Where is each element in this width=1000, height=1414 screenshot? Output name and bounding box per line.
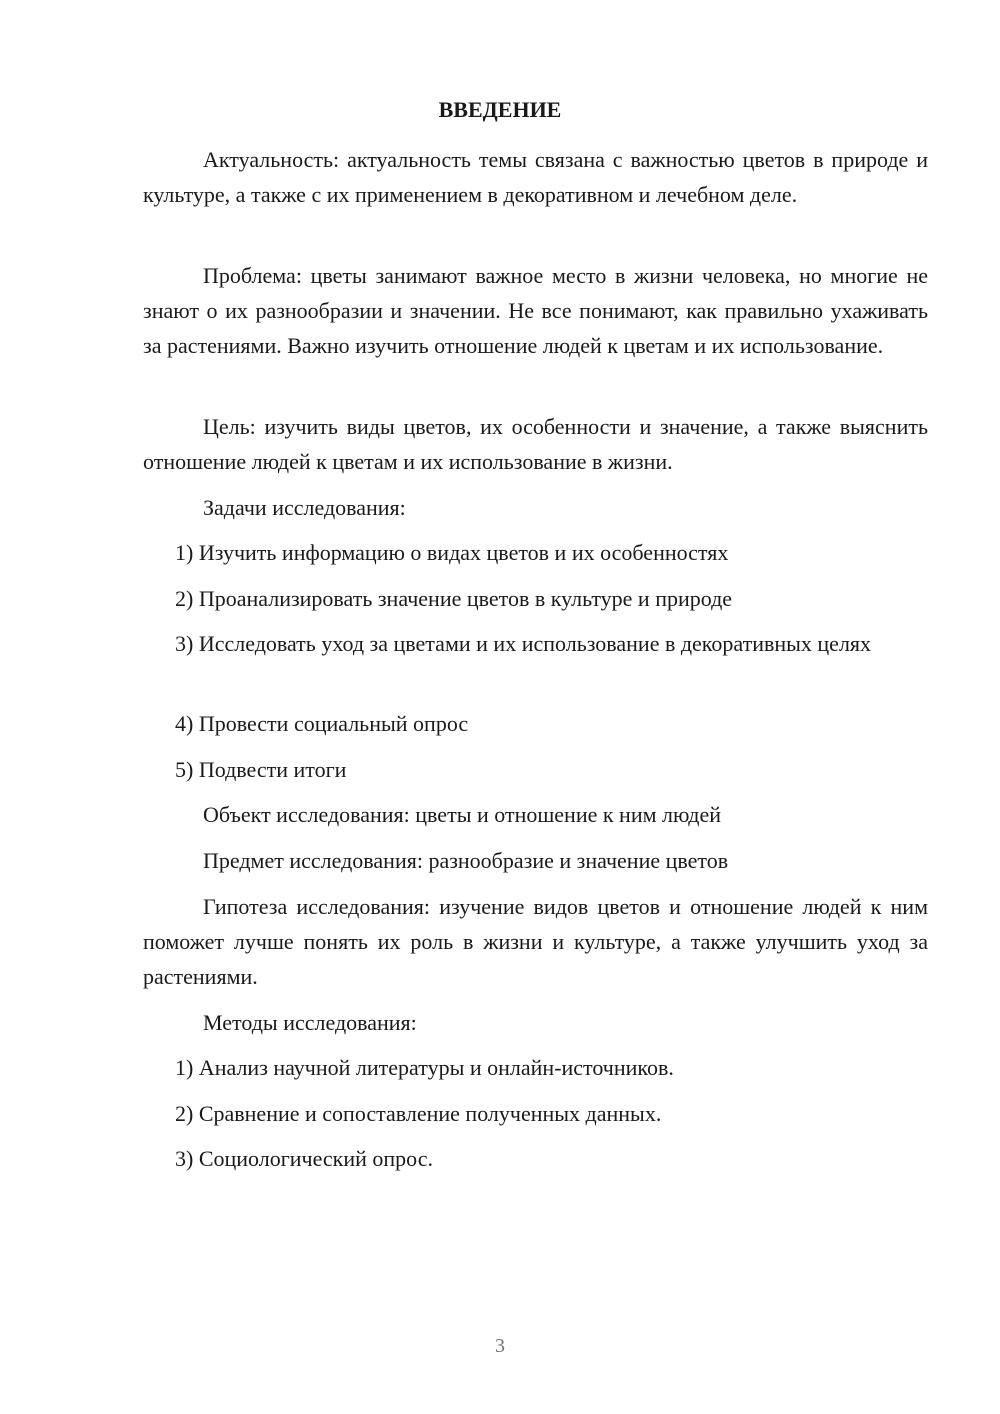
page-number: 3 bbox=[495, 1335, 505, 1357]
list-item-method-3: 3) Социологический опрос. bbox=[175, 1146, 433, 1171]
list-item-task-5: 5) Подвести итоги bbox=[175, 757, 347, 782]
tasks-heading: Задачи исследования: bbox=[203, 495, 406, 520]
list-item-task-3: 3) Исследовать уход за цветами и их использование в декоративных целях bbox=[175, 631, 872, 656]
list-item-task-4: 4) Провести социальный опрос bbox=[175, 711, 469, 736]
list-item-task-1: 1) Изучить информацию о видах цветов и их особенностях bbox=[175, 540, 729, 565]
page-title: ВВЕДЕНИЕ bbox=[438, 97, 562, 122]
methods-heading: Методы исследования: bbox=[203, 1010, 417, 1035]
paragraph-relevance: Актуальность: актуальность темы связана с важностью цветов в природе и культуре, а также с их применением в декоративном и лечебном деле. bbox=[143, 147, 928, 207]
list-item-method-1: 1) Анализ научной литературы и онлайн-источников. bbox=[175, 1055, 674, 1080]
paragraph-subject: Предмет исследования: разнообразие и значение цветов bbox=[203, 848, 729, 873]
paragraph-goal: Цель: изучить виды цветов, их особенности и значение, а также выяснить отношение людей к цветам и их использование в жизни. bbox=[143, 414, 928, 474]
list-item-method-2: 2) Сравнение и сопоставление полученных данных. bbox=[175, 1101, 662, 1126]
paragraph-problem: Проблема: цветы занимают важное место в жизни человека, но многие не знают о их разнообразии и значении. Не все понимают, как правильно ухаживать за растениями. Важно изучить отношение людей к цветам и их использование. bbox=[143, 263, 928, 358]
paragraph-object: Объект исследования: цветы и отношение к ним людей bbox=[203, 802, 722, 827]
list-item-task-2: 2) Проанализировать значение цветов в культуре и природе bbox=[175, 586, 733, 611]
paragraph-hypothesis: Гипотеза исследования: изучение видов цветов и отношение людей к ним поможет лучше понять их роль в жизни и культуре, а также улучшить уход за растениями. bbox=[143, 894, 928, 989]
